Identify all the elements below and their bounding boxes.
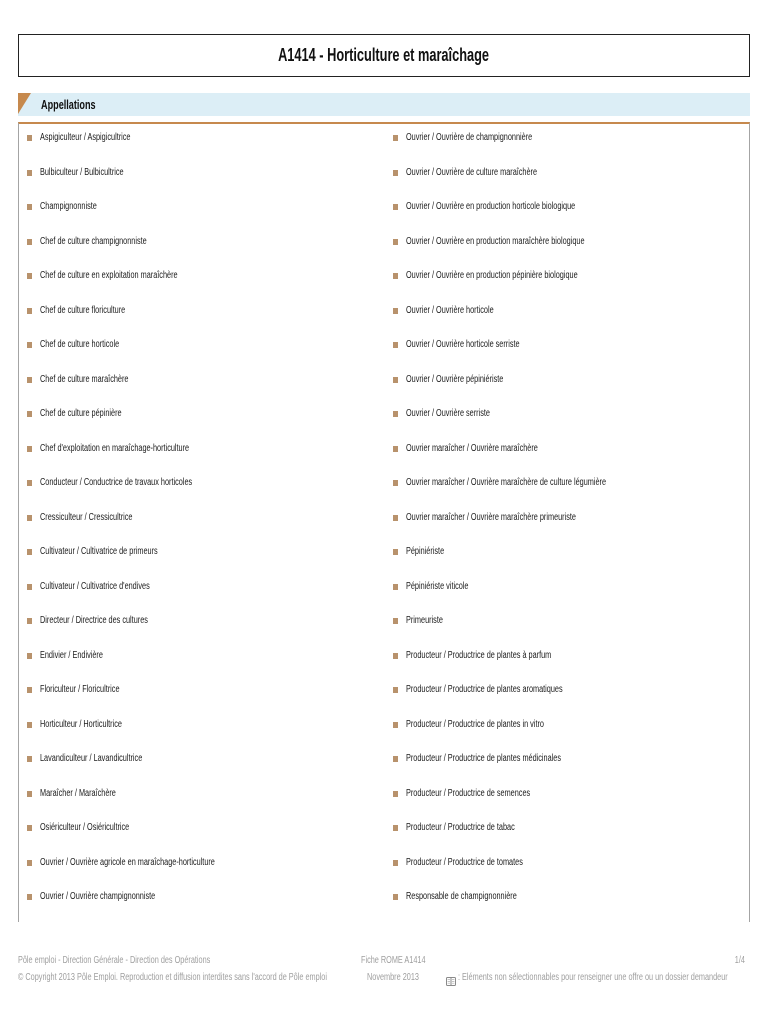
list-item-label: Ouvrier / Ouvrière champignonniste bbox=[40, 891, 156, 902]
list-item bbox=[393, 535, 733, 570]
list-item bbox=[393, 880, 733, 915]
list-item-label: Cultivateur / Cultivatrice de primeurs bbox=[40, 546, 158, 557]
list-item bbox=[27, 604, 377, 639]
list-item bbox=[27, 570, 377, 605]
list-item-label: Ouvrier maraîcher / Ouvrière maraîchère bbox=[406, 442, 538, 454]
footer-note: : Eléments non sélectionnables pour renseigner une offre ou un dossier demandeur bbox=[458, 972, 728, 983]
bullet-icon bbox=[27, 170, 32, 176]
bullet-icon bbox=[393, 377, 398, 383]
list-item-label: Chef de culture maraîchère bbox=[40, 373, 129, 385]
list-item-label: Pépiniériste viticole bbox=[406, 580, 469, 592]
bullet-icon bbox=[393, 722, 398, 728]
list-item-label: Ouvrier / Ouvrière horticole serriste bbox=[406, 339, 520, 350]
list-item-label: Ouvrier maraîcher / Ouvrière maraîchère de culture légumière bbox=[406, 477, 607, 488]
list-item bbox=[27, 639, 377, 674]
bullet-icon bbox=[393, 549, 398, 555]
list-item-label: Bulbiculteur / Bulbicultrice bbox=[40, 166, 124, 178]
list-item bbox=[393, 466, 733, 501]
list-item bbox=[393, 742, 733, 777]
bullet-icon bbox=[27, 653, 32, 659]
list-item-label: Ouvrier / Ouvrière pépiniériste bbox=[406, 373, 504, 385]
footer-date: Novembre 2013 bbox=[367, 972, 419, 983]
list-item bbox=[393, 156, 733, 191]
footer-copyright: © Copyright 2013 Pôle Emploi. Reproduction et diffusion interdites sans l'accord de Pôle emploi bbox=[18, 972, 327, 983]
list-item bbox=[393, 777, 733, 812]
list-item bbox=[27, 501, 377, 536]
list-item bbox=[27, 328, 377, 363]
list-item-label: Producteur / Productrice de plantes in vitro bbox=[406, 718, 544, 730]
list-item bbox=[27, 673, 377, 708]
bullet-icon bbox=[27, 342, 32, 348]
bullet-icon bbox=[393, 515, 398, 521]
list-item-label: Ouvrier / Ouvrière serriste bbox=[406, 408, 490, 419]
bullet-icon bbox=[27, 135, 32, 141]
list-item bbox=[27, 156, 377, 191]
bullet-icon bbox=[393, 273, 398, 279]
list-item bbox=[27, 811, 377, 846]
list-item-label: Primeuriste bbox=[406, 615, 443, 626]
section-title: Appellations bbox=[41, 97, 96, 112]
list-item-label: Chef d'exploitation en maraîchage-horticulture bbox=[40, 442, 190, 454]
list-item-label: Chef de culture horticole bbox=[40, 339, 120, 350]
list-item-label: Ouvrier maraîcher / Ouvrière maraîchère primeuriste bbox=[406, 511, 576, 523]
bullet-icon bbox=[27, 791, 32, 797]
bullet-icon bbox=[393, 446, 398, 452]
list-item bbox=[27, 190, 377, 225]
list-item bbox=[27, 259, 377, 294]
list-item bbox=[393, 708, 733, 743]
page-title: A1414 - Horticulture et maraîchage bbox=[278, 45, 490, 65]
bullet-icon bbox=[27, 825, 32, 831]
list-item bbox=[393, 363, 733, 398]
list-item-label: Chef de culture pépinière bbox=[40, 408, 122, 419]
bullet-icon bbox=[27, 756, 32, 762]
triangle-marker-icon bbox=[18, 93, 31, 114]
list-item bbox=[27, 466, 377, 501]
bullet-icon bbox=[27, 239, 32, 245]
bullet-icon bbox=[27, 894, 32, 900]
list-item-label: Ouvrier / Ouvrière en production maraîchère biologique bbox=[406, 235, 585, 247]
bullet-icon bbox=[27, 273, 32, 279]
bullet-icon bbox=[393, 687, 398, 693]
list-item-label: Ouvrier / Ouvrière de champignonnière bbox=[406, 132, 533, 143]
list-column-right bbox=[393, 121, 733, 915]
footer-fiche-code: Fiche ROME A1414 bbox=[361, 955, 426, 966]
list-item-label: Champignonniste bbox=[40, 201, 97, 212]
list-column-left bbox=[27, 121, 377, 915]
bullet-icon bbox=[27, 860, 32, 866]
list-item bbox=[27, 225, 377, 260]
list-item-label: Endivier / Endivière bbox=[40, 649, 103, 661]
bullet-icon bbox=[393, 170, 398, 176]
bullet-icon bbox=[393, 860, 398, 866]
list-item-label: Osiériculteur / Osiéricultrice bbox=[40, 822, 130, 833]
list-item-label: Ouvrier / Ouvrière en production horticole biologique bbox=[406, 201, 576, 212]
list-item-label: Producteur / Productrice de tabac bbox=[406, 822, 515, 833]
bullet-icon bbox=[393, 756, 398, 762]
bullet-icon bbox=[393, 239, 398, 245]
list-item-label: Ouvrier / Ouvrière de culture maraîchère bbox=[406, 166, 538, 178]
list-item bbox=[27, 777, 377, 812]
bullet-icon bbox=[393, 653, 398, 659]
list-item-label: Conducteur / Conductrice de travaux horticoles bbox=[40, 477, 193, 488]
list-item bbox=[393, 328, 733, 363]
list-item bbox=[393, 846, 733, 881]
list-item-label: Directeur / Directrice des cultures bbox=[40, 615, 148, 626]
list-item bbox=[27, 880, 377, 915]
list-item bbox=[393, 604, 733, 639]
bullet-icon bbox=[27, 549, 32, 555]
bullet-icon bbox=[27, 618, 32, 624]
bullet-icon bbox=[27, 411, 32, 417]
list-item bbox=[393, 294, 733, 329]
list-item-label: Ouvrier / Ouvrière horticole bbox=[406, 304, 494, 316]
bullet-icon bbox=[27, 584, 32, 590]
list-item-label: Producteur / Productrice de plantes médicinales bbox=[406, 753, 562, 764]
list-item bbox=[27, 294, 377, 329]
list-item bbox=[393, 259, 733, 294]
list-item-label: Lavandiculteur / Lavandicultrice bbox=[40, 753, 143, 764]
list-item bbox=[393, 501, 733, 536]
list-item bbox=[27, 846, 377, 881]
bullet-icon bbox=[393, 308, 398, 314]
list-item bbox=[27, 363, 377, 398]
bullet-icon bbox=[393, 342, 398, 348]
book-icon bbox=[446, 973, 456, 982]
list-item bbox=[393, 811, 733, 846]
list-item-label: Producteur / Productrice de semences bbox=[406, 787, 531, 799]
bullet-icon bbox=[27, 446, 32, 452]
bullet-icon bbox=[27, 480, 32, 486]
list-item bbox=[393, 225, 733, 260]
list-item-label: Pépiniériste bbox=[406, 546, 445, 557]
list-item-label: Chef de culture champignonniste bbox=[40, 235, 147, 247]
list-item-label: Cressiculteur / Cressicultrice bbox=[40, 511, 133, 523]
bullet-icon bbox=[27, 722, 32, 728]
title-box bbox=[18, 34, 750, 77]
bullet-icon bbox=[27, 377, 32, 383]
section-header bbox=[18, 93, 750, 116]
list-item-label: Ouvrier / Ouvrière en production pépinière biologique bbox=[406, 270, 578, 281]
list-item bbox=[27, 432, 377, 467]
list-item bbox=[393, 432, 733, 467]
list-item bbox=[393, 190, 733, 225]
list-item-label: Producteur / Productrice de plantes à parfum bbox=[406, 649, 552, 661]
list-item-label: Chef de culture en exploitation maraîchère bbox=[40, 270, 178, 281]
list-item bbox=[27, 121, 377, 156]
list-item bbox=[393, 570, 733, 605]
footer-page-number: 1/4 bbox=[734, 955, 745, 966]
list-item-label: Maraîcher / Maraîchère bbox=[40, 787, 116, 799]
bullet-icon bbox=[393, 618, 398, 624]
list-item-label: Floriculteur / Floricultrice bbox=[40, 684, 120, 695]
list-item-label: Ouvrier / Ouvrière agricole en maraîchage-horticulture bbox=[40, 856, 215, 868]
list-item-label: Aspigiculteur / Aspigicultrice bbox=[40, 132, 131, 143]
list-item bbox=[393, 673, 733, 708]
bullet-icon bbox=[27, 308, 32, 314]
bullet-icon bbox=[393, 894, 398, 900]
list-item bbox=[27, 535, 377, 570]
bullet-icon bbox=[393, 825, 398, 831]
list-item bbox=[393, 639, 733, 674]
list-item-label: Producteur / Productrice de plantes aromatiques bbox=[406, 684, 563, 695]
bullet-icon bbox=[27, 515, 32, 521]
list-item bbox=[27, 742, 377, 777]
bullet-icon bbox=[27, 204, 32, 210]
list-item-label: Responsable de champignonnière bbox=[406, 891, 517, 902]
list-item-label: Producteur / Productrice de tomates bbox=[406, 856, 523, 868]
bullet-icon bbox=[393, 204, 398, 210]
list-item-label: Horticulteur / Horticultrice bbox=[40, 718, 122, 730]
list-item bbox=[27, 708, 377, 743]
list-item-label: Chef de culture floriculture bbox=[40, 304, 126, 316]
bullet-icon bbox=[393, 135, 398, 141]
bullet-icon bbox=[27, 687, 32, 693]
bullet-icon bbox=[393, 411, 398, 417]
footer-org-line: Pôle emploi - Direction Générale - Direction des Opérations bbox=[18, 955, 211, 966]
list-item-label: Cultivateur / Cultivatrice d'endives bbox=[40, 580, 150, 592]
list-item bbox=[393, 121, 733, 156]
bullet-icon bbox=[393, 480, 398, 486]
bullet-icon bbox=[393, 791, 398, 797]
bullet-icon bbox=[393, 584, 398, 590]
list-item bbox=[27, 397, 377, 432]
list-item bbox=[393, 397, 733, 432]
